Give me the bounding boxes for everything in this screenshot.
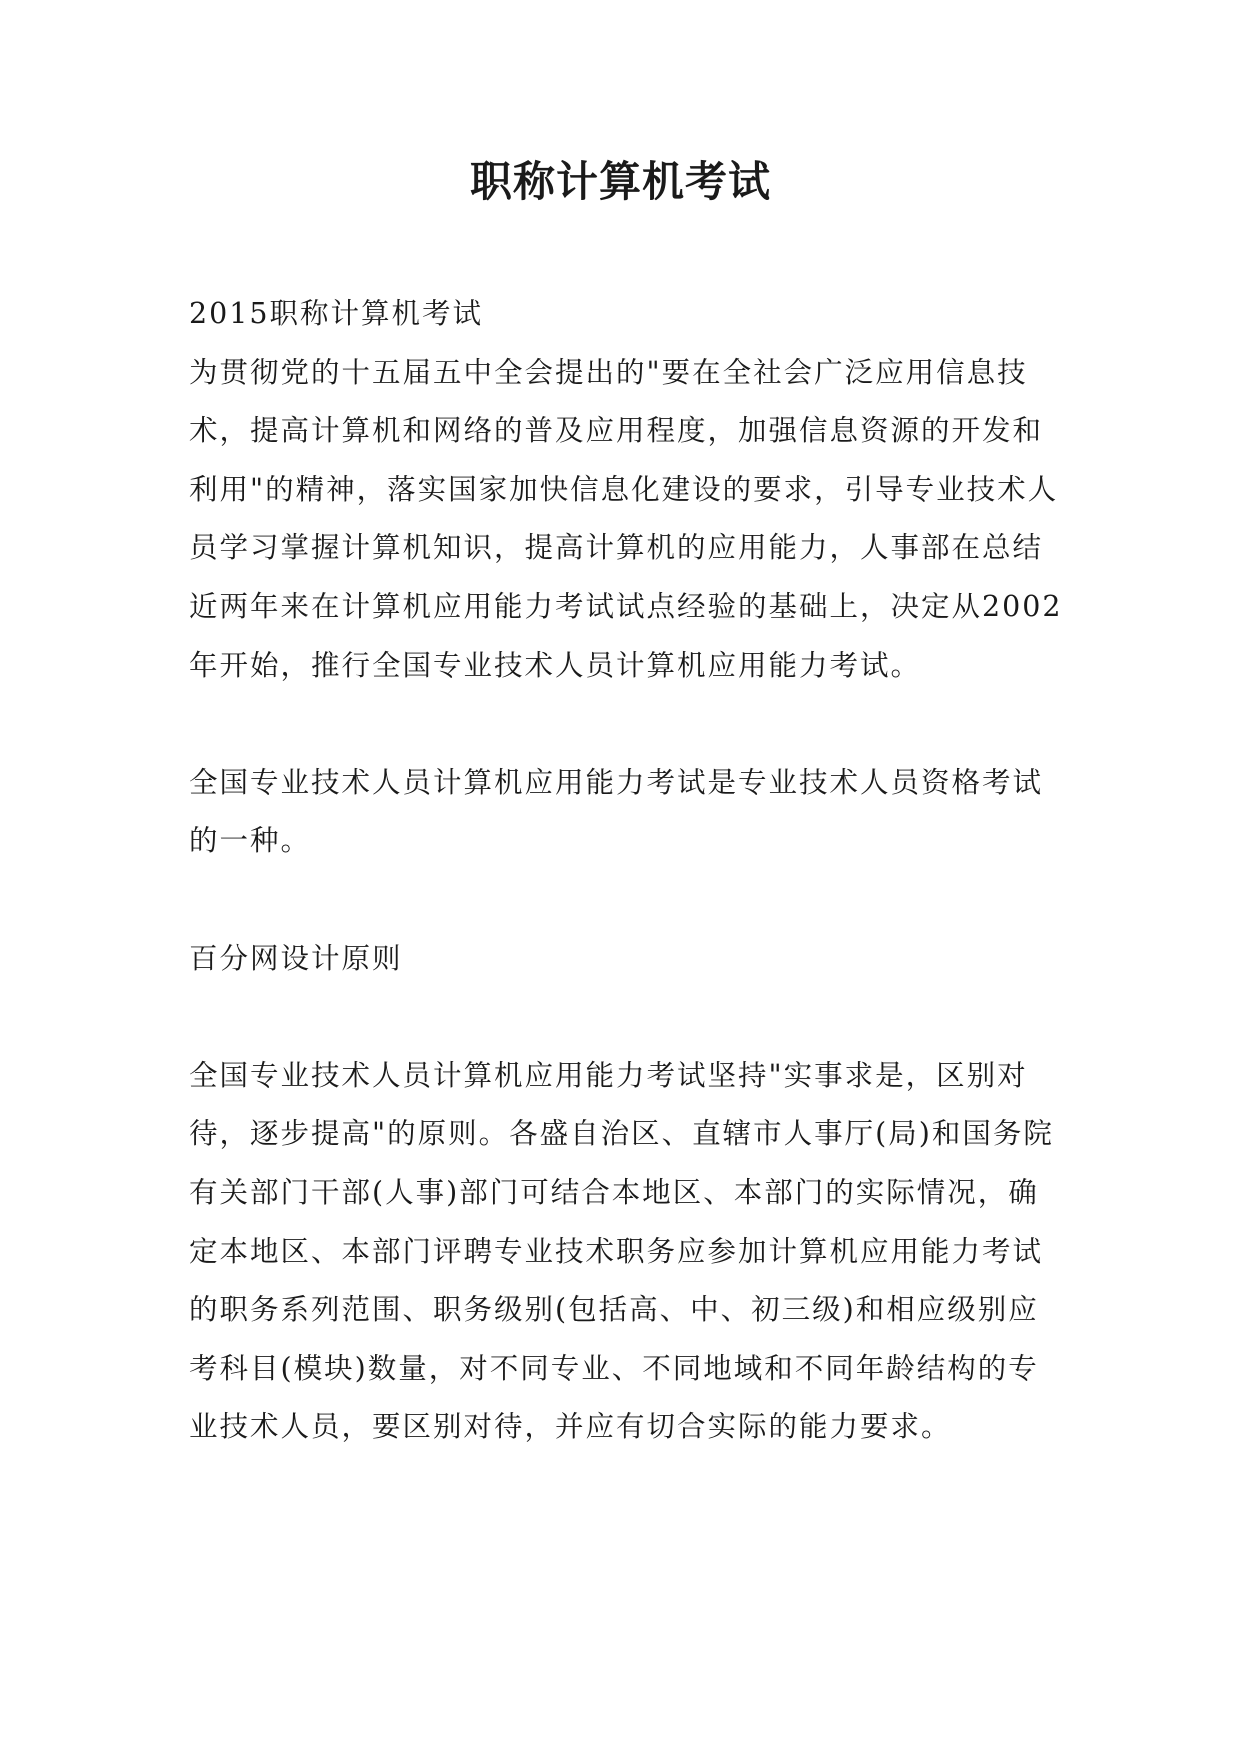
paragraph-exam-type: 全国专业技术人员计算机应用能力考试是专业技术人员资格考试的一种。: [189, 765, 1044, 858]
document-subtitle: 2015职称计算机考试: [189, 297, 484, 330]
paragraph-gap: [189, 871, 1069, 930]
paragraph-principles: 全国专业技术人员计算机应用能力考试坚持"实事求是，区别对待，逐步提高"的原则。各盛自治区、直辖市人事厅(局)和国务院有关部门干部(人事)部门可结合本地区、本部门的实际情况，确定本地区、本部门评聘专业技术职务应参加计算机应用能力考试的职务系列范围、职务级别(包括高、中、初三级)和相应级别应考科目(模块)数量，对不同专业、不同地域和不同年龄结构的专业技术人员，要区别对待，并应有切合实际的能力要求。: [189, 1058, 1054, 1444]
paragraph-gap: [189, 695, 1069, 754]
paragraph-intro: 为贯彻党的十五届五中全会提出的"要在全社会广泛应用信息技术，提高计算机和网络的普及应用程度，加强信息资源的开发和利用"的精神，落实国家加快信息化建设的要求，引导专业技术人员学习掌握计算机知识，提高计算机的应用能力，人事部在总结近两年来在计算机应用能力考试试点经验的基础上，决定从2002年开始，推行全国专业技术人员计算机应用能力考试。: [189, 355, 1063, 682]
document-title: 职称计算机考试: [469, 157, 771, 206]
document-body: [189, 285, 1069, 1457]
section-heading: 百分网设计原则: [189, 941, 403, 975]
paragraph-gap: [189, 988, 1069, 1047]
